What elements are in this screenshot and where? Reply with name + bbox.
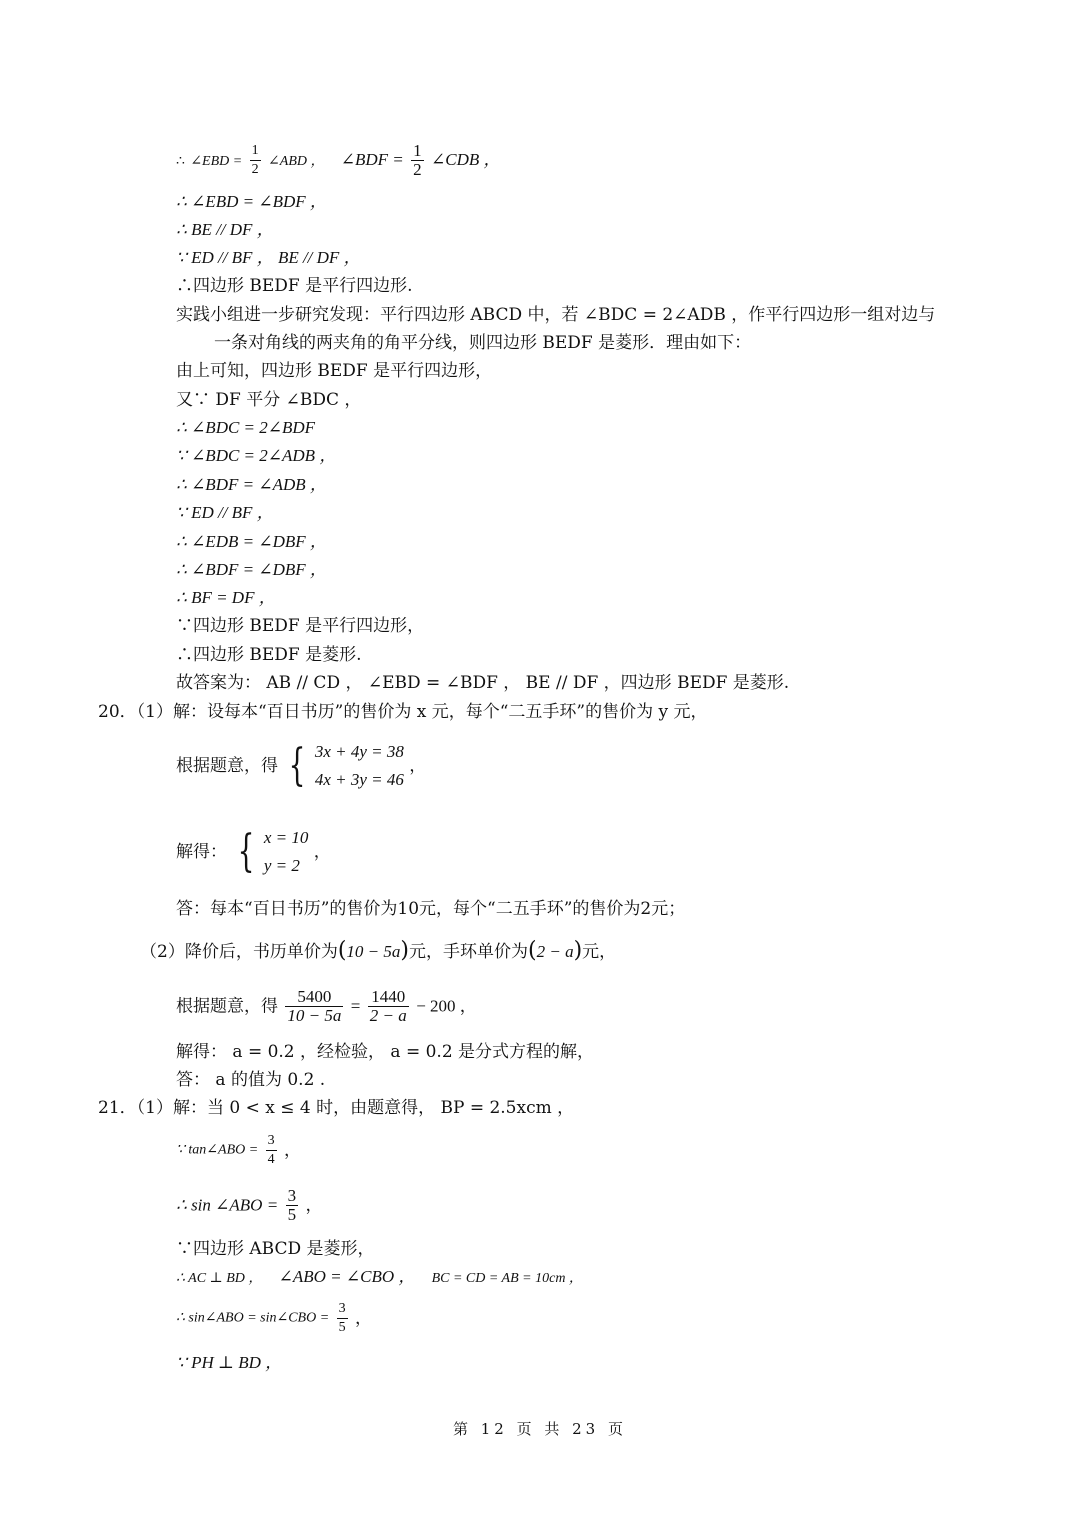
solution-line: ∴四边形 BEDF 是平行四边形. bbox=[176, 276, 413, 296]
solution-line: ∴ ∠EBD = ∠BDF ， bbox=[176, 192, 327, 211]
fractional-equation: 根据题意，得 $\frac{5400}{10 - 5a}$ = $\frac{1440}{2 - a}$ − 200 ， bbox=[176, 987, 477, 1025]
solution-line: ∵四边形 BEDF 是平行四边形， bbox=[176, 616, 425, 636]
solution-line: ∵ ED // BF ， BE // DF ， bbox=[176, 248, 361, 267]
solution-line: ∴四边形 BEDF 是菱形. bbox=[176, 645, 362, 665]
solution-line: ∴ BE // DF ， bbox=[176, 220, 274, 239]
sin-equality-line: ∴ sin∠ABO = sin∠CBO = $\frac{3}{5}$ ， bbox=[176, 1301, 372, 1335]
line-angle-halves: ∴ ∠EBD = $\frac{1}{2}$ ∠ABD ， ∠BDF = $\frac{1}{2}$ ∠CDB ， bbox=[176, 141, 501, 179]
fraction-one-half: $\frac{1}{2}$ bbox=[251, 143, 259, 177]
left-brace: { bbox=[238, 826, 255, 877]
perpendicular-line: ∴ AC ⊥ BD ， ∠ABO = ∠CBO ， BC = CD = AB = 10cm ， bbox=[176, 1267, 583, 1286]
left-brace: { bbox=[289, 740, 306, 791]
solution-line: 又∵ DF 平分 ∠BDC ， bbox=[176, 390, 362, 410]
solution-line: ∴ ∠BDC = 2∠BDF bbox=[176, 418, 316, 437]
fraction: $\frac{3}{5}$ bbox=[338, 1301, 346, 1335]
solution-line: ∴ ∠BDF = ∠DBF ， bbox=[176, 560, 327, 579]
fraction-one-half: $\frac{1}{2}$ bbox=[413, 141, 422, 179]
page-number: 第 12 页 共 23 页 bbox=[452, 1420, 627, 1438]
fraction: $\frac{5400}{10 - 5a}$ bbox=[287, 987, 342, 1025]
solution-line: 实践小组进一步研究发现：平行四边形 ABCD 中，若 ∠BDC = 2∠ADB ，作平行四边形一组对边与 bbox=[176, 305, 936, 325]
question-20-heading: 20．（1）解：设每本“百日书历”的售价为 x 元，每个“二五手环”的售价为 y 元， bbox=[98, 702, 708, 722]
fraction: $\frac{3}{4}$ bbox=[267, 1133, 275, 1167]
question-21-heading: 21．（1）解：当 0 < x ≤ 4 时，由题意得， BP = 2.5xcm ， bbox=[98, 1098, 575, 1118]
tan-line: ∵ tan∠ABO = $\frac{3}{4}$ ， bbox=[176, 1133, 302, 1167]
solution-line: ∵ ED // BF ， bbox=[176, 503, 274, 522]
solution-line: ∴ ∠BDF = ∠ADB ， bbox=[176, 475, 327, 494]
solution-line: ∵ PH ⊥ BD ， bbox=[176, 1353, 283, 1372]
solution-line: ∵四边形 ABCD 是菱形， bbox=[176, 1239, 375, 1259]
answer-line: 答： a 的值为 0.2 . bbox=[176, 1070, 326, 1090]
therefore-symbol: ∴ bbox=[176, 154, 185, 169]
equation-system: 根据题意，得 { 3x + 4y = 38 4x + 3y = 46 ， bbox=[176, 740, 427, 791]
solution-line: 一条对角线的两夹角的角平分线，则四边形 BEDF 是菱形．理由如下： bbox=[214, 333, 752, 353]
solution-line: 解得： a = 0.2 ，经检验， a = 0.2 是分式方程的解， bbox=[176, 1042, 595, 1062]
solution-line: ∴ ∠EDB = ∠DBF ， bbox=[176, 532, 327, 551]
solution-line: 由上可知，四边形 BEDF 是平行四边形， bbox=[176, 361, 493, 381]
solution-line: ∴ BF = DF ， bbox=[176, 588, 276, 607]
answer-line: 故答案为： AB // CD ， ∠EBD = ∠BDF ， BE // DF ，四边形 BEDF 是菱形. bbox=[176, 673, 790, 693]
sin-line: ∴ sin ∠ABO = $\frac{3}{5}$ ， bbox=[176, 1186, 323, 1224]
answer-line: 答：每本“百日书历”的售价为10元，每个“二五手环”的售价为2元； bbox=[176, 899, 686, 919]
fraction: $\frac{3}{5}$ bbox=[287, 1186, 297, 1224]
solution-system: 解得： { x = 10 y = 2 ， bbox=[176, 826, 331, 877]
fraction: $\frac{1440}{2 - a}$ bbox=[369, 987, 407, 1025]
solution-line: ∵ ∠BDC = 2∠ADB ， bbox=[176, 446, 337, 465]
part-2-line: （2）降价后，书历单价为(10 − 5a)元，手环单价为(2 − a)元， bbox=[140, 938, 617, 963]
